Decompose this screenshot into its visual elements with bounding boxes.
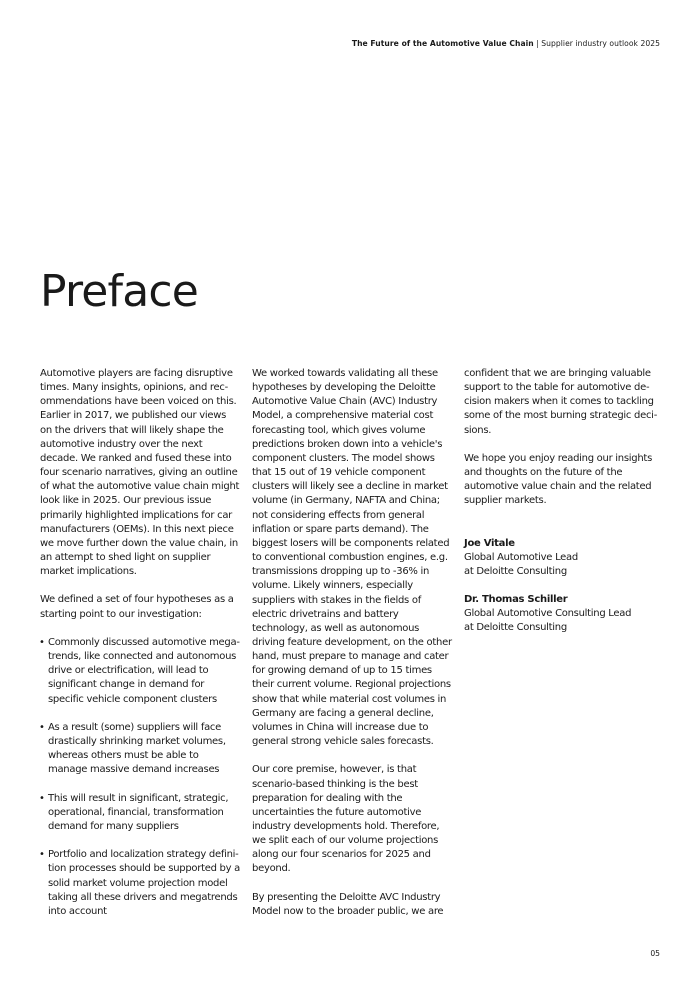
body-paragraph: We hope you enjoy reading our insights and thoughts on the future of the automotive value chain and the related supplier markets. — [464, 452, 652, 507]
signatory-name: Joe Vitale — [464, 537, 515, 549]
list-item: • As a result (some) suppliers will face drastically shrinking market volumes, whereas others must be able to manage massive demand increases — [40, 721, 240, 778]
page-title: Preface — [40, 266, 199, 317]
text-column-1 — [40, 367, 240, 933]
signatory-org: at Deloitte Consulting — [464, 622, 567, 634]
signatory-role: Global Automotive Lead — [464, 551, 578, 563]
signatory-role: Global Automotive Consulting Lead — [464, 608, 632, 620]
text-column-2 — [252, 367, 452, 919]
body-paragraph: Automotive players are facing disruptive times. Many insights, opinions, and recommendations have been voiced on this. Earlier in 2017, we published our views on the drivers that will likely shape the automotive industry over the next decade. We ranked and fused these into four scenario narratives, giving an outline of what the automotive value chain might look like in 2025. Our previous issue primarily highlighted implications for car manufacturers (OEMs). In this next piece we move further down the value chain, in an attempt to shed light on supplier market implications. — [40, 368, 240, 578]
header-title: The Future of the Automotive Value Chain — [351, 39, 534, 48]
body-paragraph: Our core premise, however, is that scenario-based thinking is the best preparation for dealing with the uncertainties the future automotive industry developments hold. Therefore, we split each of our volume projections along our four scenarios for 2025 and beyond. — [252, 764, 440, 875]
body-paragraph: confident that we are bringing valuable support to the table for automotive decision makers when it comes to tackling some of the most burning strategic decisions. — [464, 368, 658, 436]
page-number: 05 — [650, 949, 660, 958]
signatory-org: at Deloitte Consulting — [464, 565, 567, 577]
list-item: • Portfolio and localization strategy definition processes should be supported by a solid market volume projection model taking all these drivers and megatrends into account — [40, 848, 240, 919]
spacer — [464, 509, 664, 537]
signatory — [464, 593, 664, 635]
text-column-3 — [464, 367, 664, 650]
signatory-name: Dr. Thomas Schiller — [464, 594, 568, 606]
list-item: • This will result in significant, strategic, operational, financial, transformation demand for many suppliers — [40, 792, 240, 834]
hypotheses-list — [40, 636, 240, 919]
list-item: • Commonly discussed automotive mega-trends, like connected and autonomous drive or electrification, will lead to significant change in demand for specific vehicle component clusters — [40, 636, 240, 707]
body-paragraph: By presenting the Deloitte AVC Industry Model now to the broader public, we are — [252, 891, 444, 917]
body-paragraph: We defined a set of four hypotheses as a starting point to our investigation: — [40, 594, 234, 620]
header-subtitle: Supplier industry outlook 2025 — [541, 39, 660, 48]
header-separator: | — [533, 39, 542, 48]
running-header — [352, 39, 660, 48]
body-paragraph: We worked towards validating all these hypotheses by developing the Deloitte Automotive Value Chain (AVC) Industry Model, a comprehensive material cost forecasting tool, which gives volume predictions broken down into a vehicle's component clusters. The model shows that 15 out of 19 vehicle component clusters will likely see a decline in market volume (in Germany, NAFTA and China; not considering effects from general inflation or spare parts demand). The biggest losers will be components related to conventional combustion engines, e.g. transmissions dropping up to -36% in volume. Likely winners, especially suppliers with stakes in the fields of electric drivetrains and battery technology, as well as autonomous driving feature development, on the other hand, must prepare to manage and cater for growing demand of up to 15 times their current volume. Regional projections show that while material cost volumes in Germany are facing a general decline, volumes in China will increase due to general strong vehicle sales forecasts. — [252, 368, 452, 748]
signatory — [464, 537, 664, 579]
